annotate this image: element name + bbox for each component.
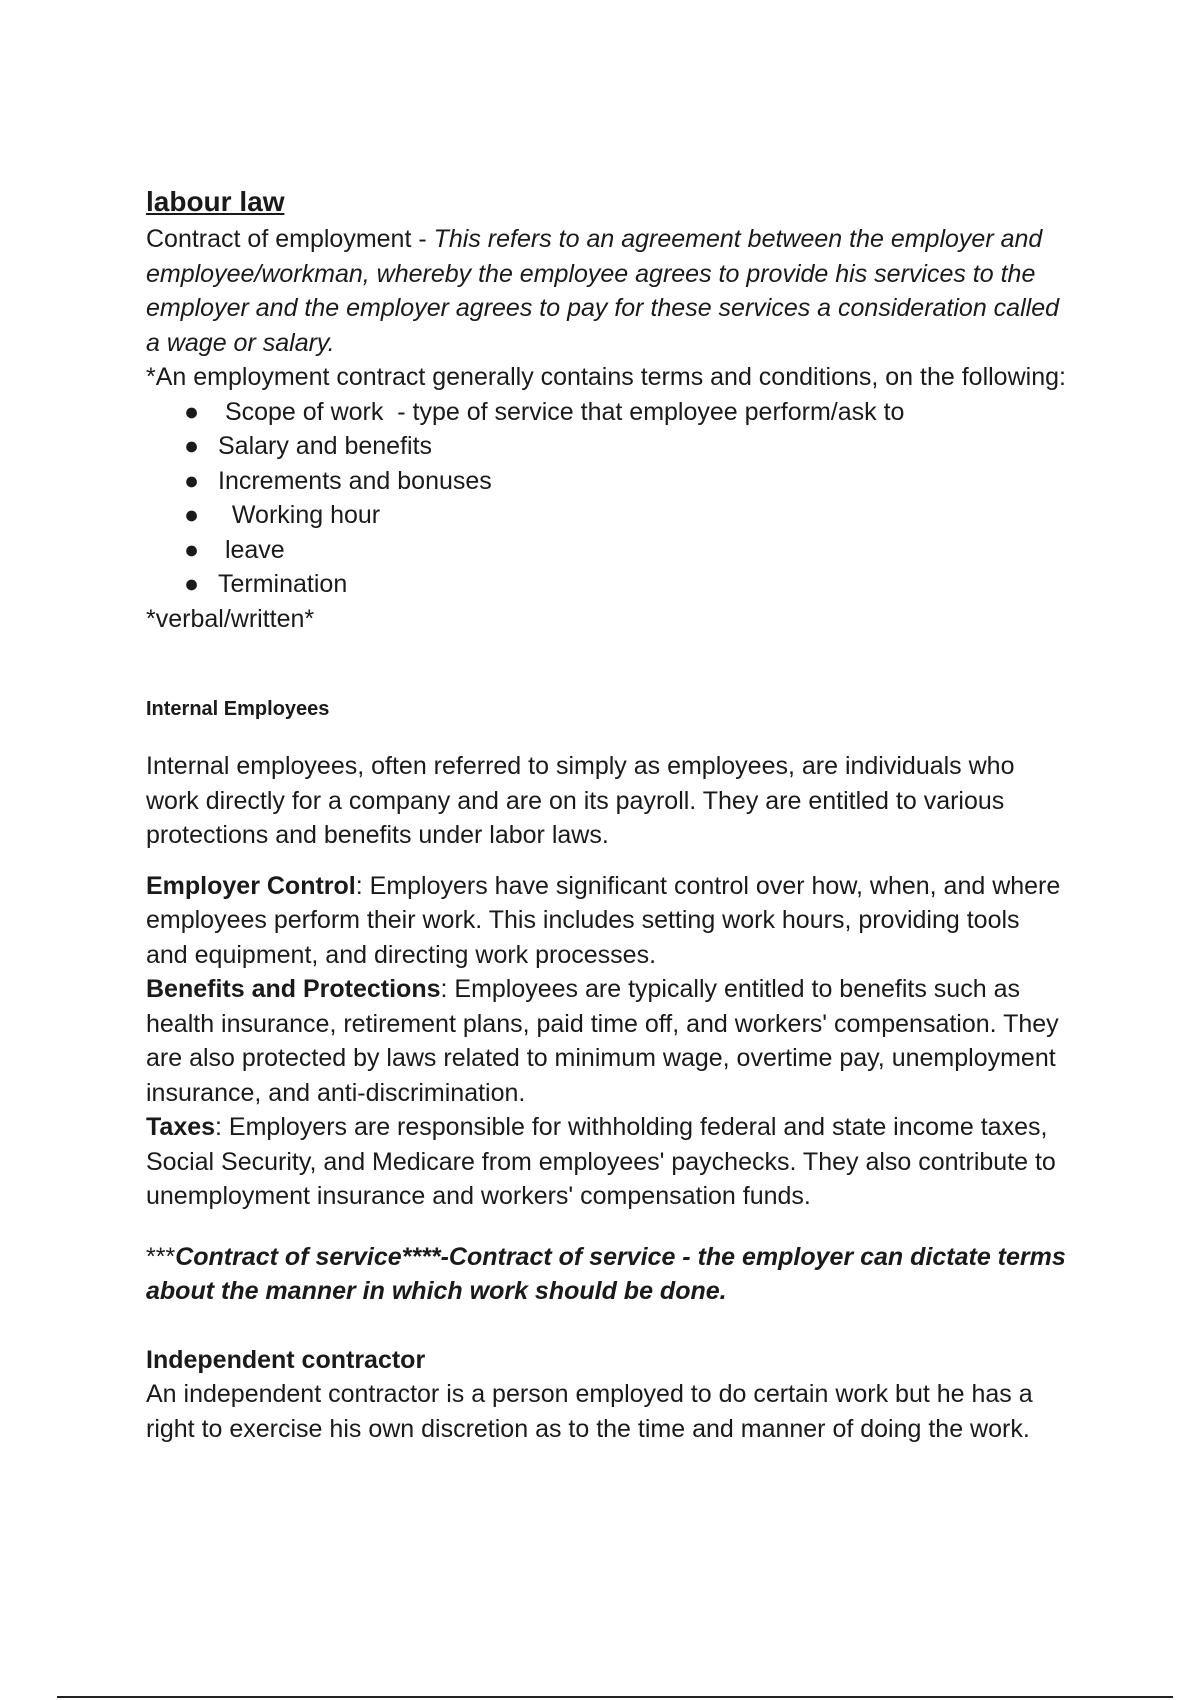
bullet-icon: ● [184, 570, 200, 598]
contract-definition [146, 222, 1066, 360]
bullet-icon: ● [184, 535, 200, 564]
independent-contractor-heading: Independent contractor [146, 1345, 426, 1374]
benefits-paragraph [146, 972, 1066, 1110]
list-item: ● leave [184, 533, 1066, 568]
internal-employees-intro: Internal employees, often referred to simply as employees, are individuals who work directly for a company and are on its payroll. They are entitled to various protections and benefits under labor laws. [146, 752, 1015, 849]
contract-definition-text: This refers to an agreement between the employer and employee/workman, whereby the employee agrees to provide his services to the employer and the employer agrees to pay for these services a consideration called a wage or salary. [146, 225, 1060, 357]
independent-contractor-text: An independent contractor is a person employed to do certain work but he has a right to exercise his own discretion as to the time and manner of doing the work. [146, 1380, 1033, 1443]
bullet-icon: ● [184, 432, 200, 460]
list-item: ● Increments and bonuses [184, 464, 1066, 499]
benefits-label: Benefits and Protections [146, 975, 441, 1003]
taxes-paragraph [146, 1110, 1066, 1214]
internal-employees-heading: Internal Employees [146, 698, 330, 720]
list-item: ● Working hour [184, 498, 1066, 533]
employer-control-text: : Employers have significant control over how, when, and where employees perform their work. This includes setting work hours, providing tools and equipment, and directing work processes. [146, 871, 1061, 969]
benefits-text: : Employees are typically entitled to benefits such as health insurance, retirement plans, paid time off, and workers' compensation. They are also protected by laws related to minimum wage, overtime pay, unemployment insurance, and anti-discrimination. [146, 975, 1059, 1107]
taxes-text: : Employers are responsible for withholding federal and state income taxes, Social Security, and Medicare from employees' paychecks. They also contribute to unemployment insurance and workers' compensation funds. [146, 1113, 1056, 1210]
contract-of-service-stars: *** [146, 1242, 176, 1271]
bullet-icon: ● [184, 501, 200, 529]
employer-control-label: Employer Control [146, 871, 356, 900]
contract-of-service-paragraph [146, 1240, 1066, 1309]
employer-control-paragraph [146, 869, 1066, 973]
bullet-icon: ● [184, 466, 200, 495]
list-item: ● Salary and benefits [184, 429, 1066, 464]
list-item: ● Termination [184, 567, 1066, 602]
contract-lead: Contract of employment - [146, 225, 434, 253]
footer-divider [57, 1696, 1173, 1698]
list-item: ● Scope of work - type of service that employee perform/ask to [184, 395, 1066, 430]
verbal-written-note: *verbal/written* [146, 604, 315, 633]
terms-list [146, 395, 1066, 602]
document-page [146, 184, 1066, 1446]
page-title: labour law [146, 186, 285, 217]
terms-intro: *An employment contract generally contains terms and conditions, on the following: [146, 363, 1066, 391]
bullet-icon: ● [184, 397, 200, 426]
taxes-label: Taxes [146, 1113, 216, 1141]
contract-of-service-text: Contract of service****-Contract of service - the employer can dictate terms about the manner in which work should be done. [146, 1242, 1066, 1305]
